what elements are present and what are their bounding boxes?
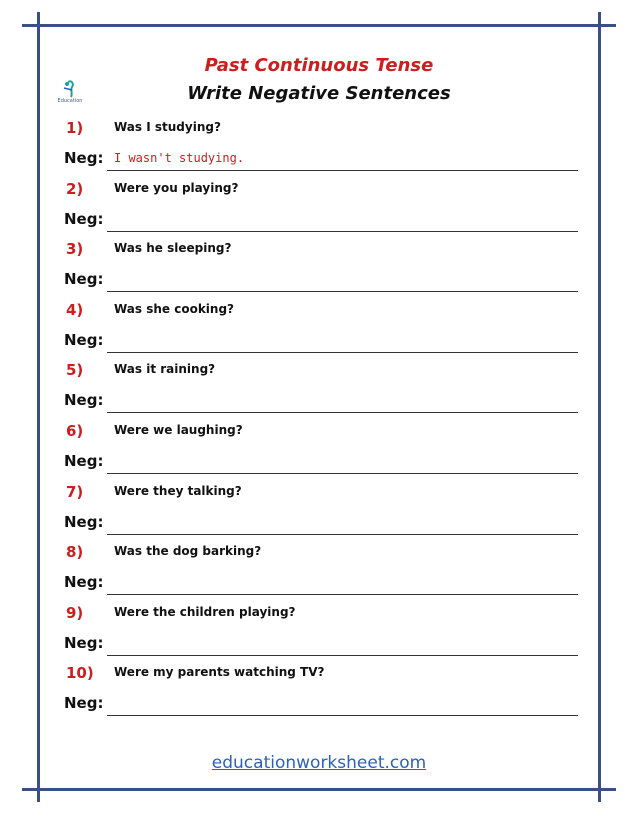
neg-label: Neg: <box>64 270 104 288</box>
negative-answer-row <box>0 573 638 603</box>
negative-answer-row <box>0 270 638 300</box>
negative-answer-row <box>0 513 638 543</box>
answer-line <box>107 352 578 353</box>
answer-line <box>107 231 578 232</box>
question-number: 3) <box>66 240 84 258</box>
question-row <box>0 543 638 573</box>
neg-label: Neg: <box>64 573 104 591</box>
neg-label: Neg: <box>64 391 104 409</box>
frame-top-line <box>22 24 616 27</box>
question-text: Was she cooking? <box>114 302 235 316</box>
question-row <box>0 240 638 270</box>
question-row <box>0 483 638 513</box>
frame-bottom-line <box>22 788 616 791</box>
question-row <box>0 119 638 149</box>
footer-link[interactable]: educationworksheet.com <box>211 753 427 773</box>
answer-line <box>107 291 578 292</box>
question-number: 4) <box>66 301 84 319</box>
neg-label: Neg: <box>64 331 104 349</box>
question-text: Was the dog barking? <box>114 544 262 558</box>
question-text: Was he sleeping? <box>114 241 232 255</box>
negative-answer-row <box>0 694 638 724</box>
negative-answer-row <box>0 331 638 361</box>
question-row <box>0 361 638 391</box>
neg-label: Neg: <box>64 452 104 470</box>
answer-line <box>107 534 578 535</box>
neg-label: Neg: <box>64 694 104 712</box>
answer-line <box>107 170 578 171</box>
question-row <box>0 301 638 331</box>
neg-label: Neg: <box>64 210 104 228</box>
question-text: Were the children playing? <box>114 605 296 619</box>
question-text: Were they talking? <box>114 484 242 498</box>
answer-field[interactable]: I wasn't studying. <box>114 151 245 165</box>
neg-label: Neg: <box>64 634 104 652</box>
question-number: 7) <box>66 483 84 501</box>
question-number: 2) <box>66 180 84 198</box>
question-text: Were you playing? <box>114 181 239 195</box>
answer-line <box>107 655 578 656</box>
negative-answer-row <box>0 634 638 664</box>
question-number: 8) <box>66 543 84 561</box>
question-row <box>0 180 638 210</box>
answer-line <box>107 594 578 595</box>
worksheet-title: Past Continuous Tense <box>204 55 434 76</box>
question-text: Were we laughing? <box>114 423 243 437</box>
question-text: Was I studying? <box>114 120 221 134</box>
negative-answer-row <box>0 452 638 482</box>
worksheet-subtitle: Write Negative Sentences <box>187 83 451 104</box>
negative-answer-row <box>0 391 638 421</box>
question-text: Were my parents watching TV? <box>114 665 325 679</box>
neg-label: Neg: <box>64 513 104 531</box>
neg-label: Neg: <box>64 149 104 167</box>
answer-line <box>107 412 578 413</box>
question-text: Was it raining? <box>114 362 216 376</box>
logo-text: Education <box>57 98 83 104</box>
question-number: 5) <box>66 361 84 379</box>
negative-answer-row <box>0 210 638 240</box>
question-row <box>0 422 638 452</box>
question-number: 10) <box>66 664 94 682</box>
question-row <box>0 604 638 634</box>
question-row <box>0 664 638 694</box>
answer-line <box>107 715 578 716</box>
negative-answer-row <box>0 149 638 179</box>
question-number: 9) <box>66 604 84 622</box>
question-number: 6) <box>66 422 84 440</box>
question-number: 1) <box>66 119 84 137</box>
answer-line <box>107 473 578 474</box>
